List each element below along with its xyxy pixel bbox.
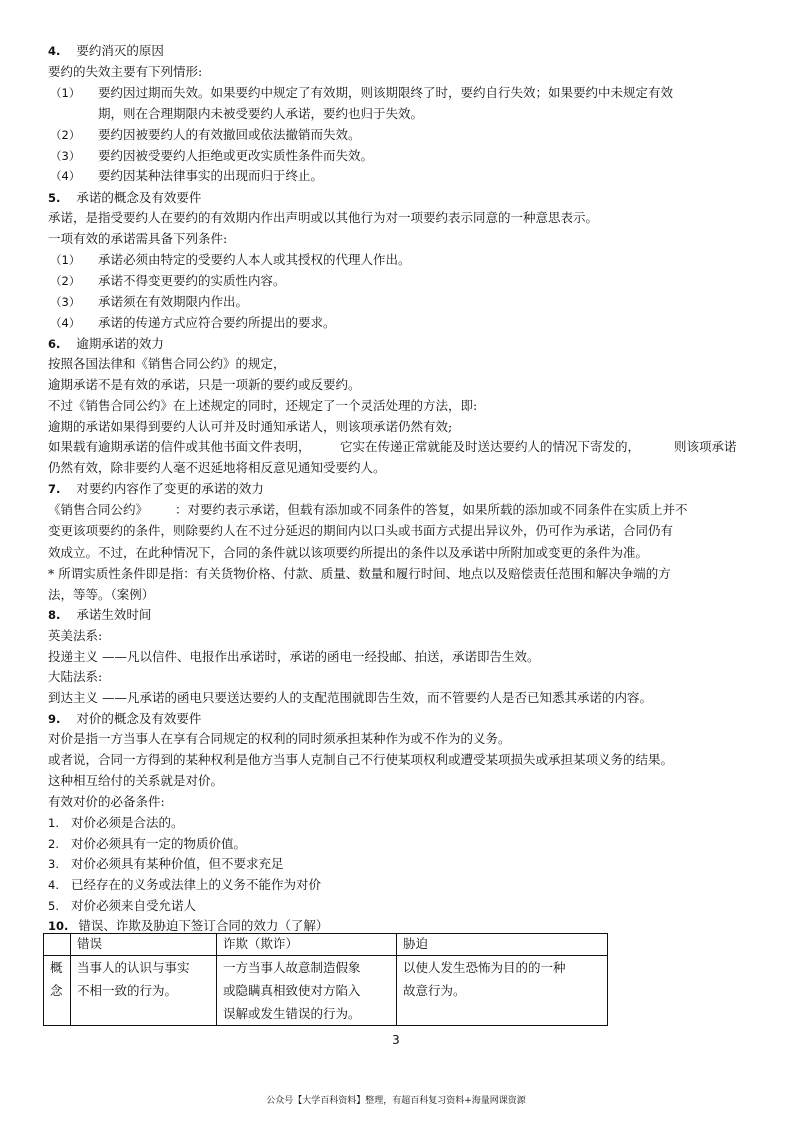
section-6-heading: [48, 336, 744, 352]
paragraph: 大陆法系:: [48, 669, 103, 684]
paragraph: 仍然有效，除非要约人毫不迟延地将相反意见通知受要约人。: [48, 460, 386, 475]
paragraph: 逾期承诺不是有效的承诺，只是一项新的要约或反要约。: [48, 377, 361, 392]
list-item: 4. 已经存在的义务或法律上的义务不能作为对价: [48, 877, 321, 892]
paragraph: 到达主义 ——凡承诺的函电只要送达要约人的支配范围就即告生效，而不管要约人是否已知悉其承诺的内容。: [48, 690, 652, 705]
section-number: 6.: [48, 337, 61, 351]
paragraph: 效成立。不过，在此种情况下，合同的条件就以该项要约所提出的条件以及承诺中所附加或变更的条件为准。: [48, 545, 649, 560]
paragraph: * 所谓实质性条件即是指：有关货物价格、付款、质量、数量和履行时间、地点以及赔偿责任范围和解决争端的方: [48, 566, 671, 581]
section-number: 10.: [48, 919, 69, 933]
paragraph: 逾期的承诺如果得到要约人认可并及时通知承诺人，则该项承诺仍然有效;: [48, 419, 453, 434]
section-8-heading: [48, 607, 744, 623]
section-number: 9.: [48, 712, 61, 726]
table-row: [44, 956, 608, 1026]
page-number: 3: [392, 1033, 400, 1047]
table-header-cell: [44, 934, 71, 956]
section-10-heading: [48, 918, 744, 934]
footer-note: 公众号【大学百科资料】整理，有超百科复习资料+海量网课资源: [266, 1096, 526, 1106]
paragraph: 一项有效的承诺需具备下列条件:: [48, 231, 228, 246]
paragraph: 英美法系:: [48, 628, 103, 643]
paragraph: 投递主义 ——凡以信件、电报作出承诺时，承诺的函电一经投邮、拍送，承诺即告生效。: [48, 649, 540, 664]
table-header-cell: 诈欺（欺诈）: [217, 934, 397, 956]
section-title: 承诺的概念及有效要件: [76, 190, 202, 205]
row-label-cell: 概 念: [44, 956, 71, 1026]
table-header-row: [44, 934, 608, 956]
table-cell: 以使人发生恐怖为目的的一种 故意行为。: [397, 956, 608, 1026]
section-4-heading: [48, 43, 744, 59]
paragraph: 要约的失效主要有下列情形:: [48, 64, 203, 79]
section-number: 8.: [48, 608, 61, 622]
comparison-table: [43, 933, 608, 1026]
paragraph: 有效对价的必备条件:: [48, 794, 165, 809]
section-number: 4.: [48, 44, 61, 58]
section-title: 对要约内容作了变更的承诺的效力: [76, 481, 264, 496]
paragraph: 对价是指一方当事人在享有合同规定的权利的同时须承担某种作为或不作为的义务。: [48, 731, 511, 746]
section-title: 对价的概念及有效要件: [76, 711, 202, 726]
paragraph: 承诺，是指受要约人在要约的有效期内作出声明或以其他行为对一项要约表示同意的一种意思表示。: [48, 210, 599, 225]
paragraph: 按照各国法律和《销售合同公约》的规定，: [48, 356, 286, 371]
section-7-heading: [48, 481, 744, 497]
list-item: 1. 对价必须是合法的。: [48, 815, 184, 830]
table-cell: 一方当事人故意制造假象 或隐瞒真相致使对方陷入 误解或发生错误的行为。: [217, 956, 397, 1026]
table-cell: 当事人的认识与事实 不相一致的行为。: [71, 956, 217, 1026]
list-item: 5. 对价必须来自受允诺人: [48, 898, 196, 913]
section-number: 5.: [48, 191, 61, 205]
list-item: 2. 对价必须具有一定的物质价值。: [48, 836, 246, 851]
paragraph: 《销售合同公约》 ：对要约表示承诺，但载有添加或不同条件的答复，如果所载的添加或不同条件在实质上并不: [48, 502, 688, 517]
paragraph: 或者说，合同一方得到的某种权利是他方当事人克制自己不行使某项权利或遭受某项损失或承担某项义务的结果。: [48, 752, 674, 767]
table-header-cell: 错误: [71, 934, 217, 956]
list-item: 3. 对价必须具有某种价值，但不要求充足: [48, 856, 284, 871]
section-title: 逾期承诺的效力: [76, 336, 164, 351]
section-5-heading: [48, 190, 744, 206]
paragraph: 法，等等。（案例）: [48, 587, 155, 602]
document-page: 4. 要约消灭的原因 要约的失效主要有下列情形: （1） 要约因过期而失效。如果要约中规定了有效期，则该期限终了时，要约自行失效；如果要约中未规定有效 期，则在合理期限内未被受要约人承诺，要约也归于失效。 （2） 要约因被要约人的有效撤回或依法撤销而失效。 （3） 要约因被受要约人拒绝或更改实质性条件而失效。 （4） 要约因某种法律事实的出现而归于终止。 5. 承诺的概念及有效要件 承诺，是指受要约人在要约的有效期内作出声明或以其他行为对一项要约表示同意的一种意思表示。 一项有效的承诺需具备下列条件: （1） 承诺必须由特定的受要约人本人或其授权的代理人作出。 （2） 承诺不得变更要约的实质性内容。 （3） 承诺须在有效期限内作出。 （4） 承诺的传递方式应符合要约所提出的要求。 6. 逾期承诺的效力 按照各国法律和《销售合同公约》的规定， 逾期承诺不是有效的承诺，只是一项新的要约或反要约。 不过《销售合同公约》在上述规定的同时，还规定了一个灵活处理的方法，即: 逾期的承诺如果得到要约人认可并及时通知承诺人，则该项承诺仍然有效; 如果载有逾期承诺的信件或其他书面文件表明， 它实在传递正常就能及时送达要约人的情况下寄发的， 则该项承诺 仍然有效，除非要约人毫不迟延地将相反意见通知受要约人。 7. 对要约内容作了变更的承诺的效力 《销售合同公约》 ：对要约表示承诺，但载有添加或不同条件的答复，如果所载的添加或不同条件在实质上并不 变更该项要约的条件，则除要约人在不过分延迟的期间内以口头或书面方式提出异议外，仍可作为承诺，合同仍有 效成立。不过，在此种情况下，合同的条件就以该项要约所提出的条件以及承诺中所附加或变更的条件为准。 * 所谓实质性条件即是指：有关货物价格、付款、质量、数量和履行时间、地点以及赔偿责任范围和解决争端的方 法，等等。（案例） 8. 承诺生效时间 英美法系: 投递主义 ——凡以信件、电报作出承诺时，承诺的函电一经投邮、拍送，承诺即告生效。 大陆法系: 到达主义 ——凡承诺的函电只要送达要约人的支配范围就即告生效，而不管要约人是否已知悉其承诺的内容。 9. 对价的概念及有效要件 对价是指一方当事人在享有合同规定的权利的同时须承担某种作为或不作为的义务。 或者说，合同一方得到的某种权利是他方当事人克制自己不行使某项权利或遭受某项损失或承担某项义务的结果。 这种相互给付的关系就是对价。 有效对价的必备条件: 1. 对价必须是合法的。 2. 对价必须具有一定的物质价值。 3. 对价必须具有某种价值，但不要求充足 4. 已经存在的义务或法律上的义务不能作为对价 5. 对价必须来自受允诺人 10. 错误、诈欺及胁迫下签订合同的效力（了解） 错误 诈欺（欺诈） 胁迫 概 念 当事人的认识与事实 不相一致的行为。 一方当事人故意制造假象 或隐瞒真相致使对方陷入 误解或发生错误的行为。 以使人发生恐怖为目的的一种 故意行为。 3 公众号【大学百科资料】整理，有超百科复习资料+海量网课资源: [0, 0, 792, 1122]
section-title: 要约消灭的原因: [76, 43, 164, 58]
paragraph: 不过《销售合同公约》在上述规定的同时，还规定了一个灵活处理的方法，即:: [48, 398, 478, 413]
paragraph: 变更该项要约的条件，则除要约人在不过分延迟的期间内以口头或书面方式提出异议外，仍可作为承诺，合同仍有: [48, 523, 674, 538]
paragraph: 如果载有逾期承诺的信件或其他书面文件表明， 它实在传递正常就能及时送达要约人的情况下寄发的， 则该项承诺: [48, 439, 737, 454]
section-title: 承诺生效时间: [76, 607, 152, 622]
paragraph: 这种相互给付的关系就是对价。: [48, 773, 224, 788]
section-9-heading: [48, 711, 744, 727]
table-header-cell: 胁迫: [397, 934, 608, 956]
section-title: 错误、诈欺及胁迫下签订合同的效力（了解）: [78, 918, 329, 933]
section-number: 7.: [48, 482, 61, 496]
